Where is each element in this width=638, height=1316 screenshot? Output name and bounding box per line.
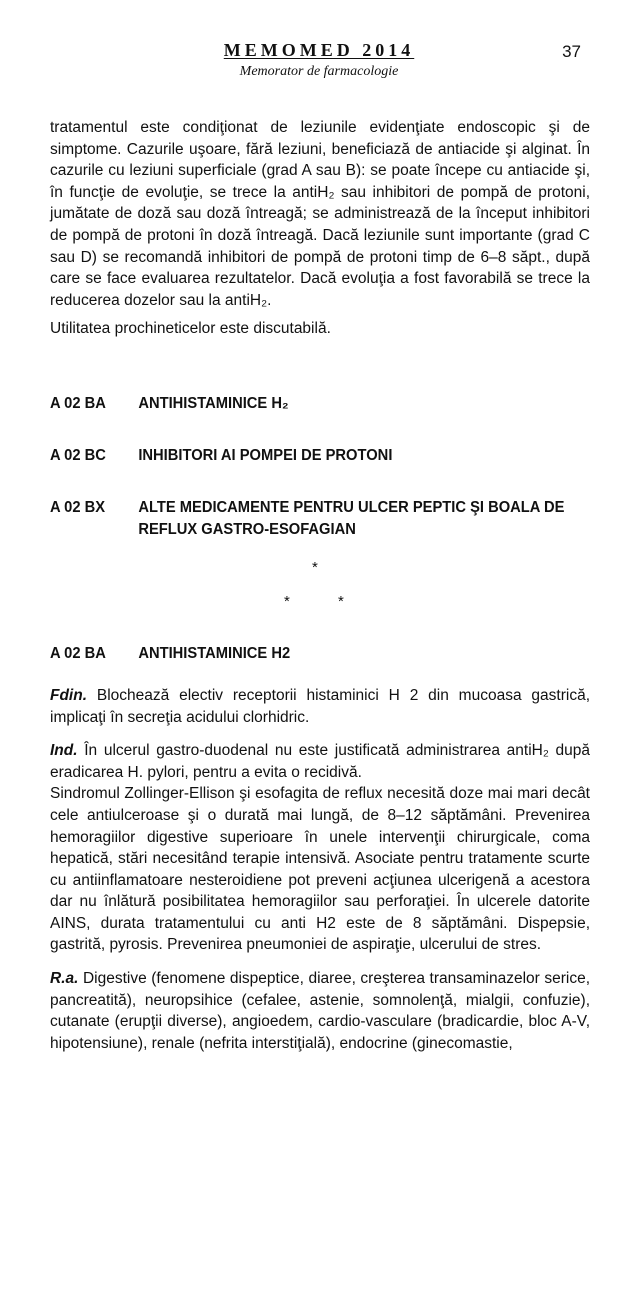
- intro-note: Utilitatea prochineticelor este discutabilă.: [50, 320, 331, 338]
- page-number: 37: [562, 42, 581, 61]
- class-code: A 02 BA: [50, 394, 106, 412]
- ind-paragraph: [50, 740, 590, 783]
- page-header: [0, 40, 638, 90]
- section-title: ANTIHISTAMINICE H2: [138, 644, 291, 662]
- ind-continuation: Sindromul Zollinger-Ellison şi esofagita de reflux necesită doze mai mari decât cele antiulceroase şi o durată mai lungă, de 8–12 săptămâni. Prevenirea hemoragiilor digestive superioare în unele intervenţii chirurgicale, coma hepatică, stări necesitând terapie intensivă. Asociate pentru tratamente scurte cu antiinflamatoare nesteroidiene pot preveni acţiunea ulcerigenă a acestora dar nu înlătură posibilitatea hemoragiilor sau perforaţiei. În ulcerele datorite AINS, durata tratamentului cu anti H2 este de 8 săptămâni. Dispepsie, gastrită, pyrosis. Prevenirea pneumoniei de aspiraţie, ulcerului de stres.: [50, 785, 590, 954]
- section-heading: [50, 643, 590, 665]
- class-heading: [50, 393, 590, 415]
- class-title: INHIBITORI AI POMPEI DE PROTONI: [138, 446, 393, 464]
- class-code: A 02 BC: [50, 446, 106, 464]
- class-code: A 02 BX: [50, 498, 106, 516]
- fdin-text: Blochează electiv receptorii histaminici H 2 din mucoasa gastrică, implicaţi în secreţia acidului clorhidric.: [50, 686, 590, 726]
- class-heading: [50, 445, 590, 467]
- intro-paragraph: tratamentul este condiţionat de leziunile evidenţiate endoscopic şi de simptome. Cazurile uşoare, fără leziuni, beneficiază de antiacide şi alginat. În cazurile cu leziuni superficiale (grad A sau B): se poate începe cu antiacide şi, în funcţie de evoluţie, se trece la antiH₂ sau inhibitori de pompă de protoni, jumătate de doză sau doză întreagă; se administrează de la început inhibitori de pompă de protoni în doză întreagă. Dacă leziunile sunt importante (grad C sau D) se recomandă inhibitori de pompă de protoni timp de 6–8 săpt., după care se face evaluarea rezultatelor. Dacă evoluţia a fost favorabilă se trece la reducerea dozelor sau la antiH₂.: [50, 119, 590, 309]
- brand-subtitle: Memorator de farmacologie: [239, 64, 399, 79]
- separator-star: *: [284, 592, 290, 610]
- section-code: A 02 BA: [50, 644, 106, 662]
- separator-star: *: [312, 558, 318, 576]
- class-heading: [50, 497, 590, 541]
- ra-text: Digestive (fenomene dispeptice, diaree, creşterea transaminazelor serice, pancreatită), neuropsihice (cefalee, astenie, somnolenţă, mialgii, confuzie), cutanate (erupţii diverse), angioedem, cardio-vasculare (bradicardie, bloc A-V, hipotensiune), renale (nefrita interstiţială), endocrine (ginecomastie,: [50, 970, 590, 1052]
- fdin-label: Fdin.: [50, 686, 88, 704]
- fdin-paragraph: [50, 685, 590, 728]
- class-title: ANTIHISTAMINICE H₂: [138, 394, 289, 412]
- ind-text: În ulcerul gastro-duodenal nu este justificată administrarea antiH₂ după eradicarea H. pylori, pentru a evita o recidivă.: [50, 742, 591, 781]
- separator-star: *: [338, 592, 344, 610]
- class-title: ALTE MEDICAMENTE PENTRU ULCER PEPTIC ŞI BOALA DE REFLUX GASTRO-ESOFAGIAN: [138, 498, 565, 538]
- ind-label: Ind.: [50, 742, 78, 760]
- ra-label: R.a.: [50, 970, 79, 988]
- section-separator: [50, 559, 590, 619]
- brand-title: MEMOMED 2014: [223, 40, 415, 60]
- ra-paragraph: [50, 968, 590, 1054]
- page-content: [50, 117, 590, 1054]
